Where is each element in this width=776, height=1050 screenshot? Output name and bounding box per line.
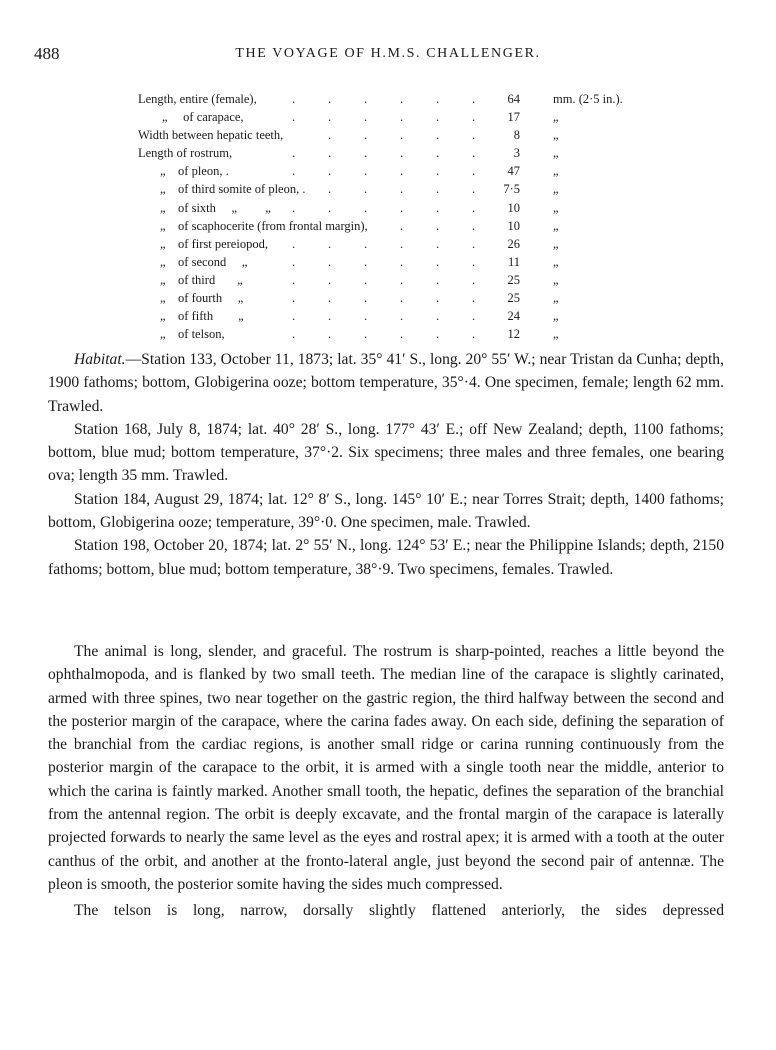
leader-dot: .	[328, 236, 332, 251]
measurement-value: 10	[507, 200, 520, 215]
leader-dot: .	[292, 254, 296, 269]
leader-dot: .	[400, 272, 404, 287]
measurement-unit: „	[553, 236, 559, 251]
leader-dot: .	[364, 254, 368, 269]
measurement-row	[0, 162, 776, 180]
leader-dot: .	[472, 291, 476, 306]
leader-dot: .	[436, 110, 440, 125]
leader-dot: .	[364, 236, 368, 251]
measurement-label: Length, entire (female),	[138, 92, 257, 106]
habitat-section	[48, 348, 724, 581]
leader-dot: .	[400, 146, 404, 161]
leader-dot: .	[328, 128, 332, 143]
measurement-label: „ of second „	[160, 254, 248, 269]
measurement-row	[0, 253, 776, 271]
leader-dot: .	[472, 164, 476, 179]
measurement-row	[0, 289, 776, 307]
measurement-unit: „	[553, 182, 559, 197]
leader-dot: .	[400, 110, 404, 125]
leader-dot: .	[400, 92, 404, 106]
leader-dot: .	[472, 272, 476, 287]
leader-dot: .	[292, 291, 296, 306]
leader-dot: .	[364, 146, 368, 161]
station-paragraph: Station 198, October 20, 1874; lat. 2° 55′ N., long. 124° 53′ E.; near the Philippine Islands; depth, 2150 fathoms; bottom, blue mud; bottom temperature, 38°·9. Two specimens, females. Trawled.	[48, 537, 724, 578]
description-paragraph: The animal is long, slender, and graceful. The rostrum is sharp-pointed, reaches a little beyond the ophthalmopoda, and is flanked by two small teeth. The median line of the carapace is slightly carinated, armed with three spines, two near together on the gastric region, the third halfway between the second and the posterior margin of the carapace, where the carina fades away. On each side, defining the separation of the branchial from the cardiac regions, is another small ridge or carina running continuously from the posterior margin of the carapace to the orbit, it is armed with a single tooth near the middle, anterior to which the carina is faintly marked. Another small tooth, the hepatic, defines the separation of the branchial from the antennal region. The orbit is deeply excavate, and the frontal margin of the carapace is laterally projected forwards to nearly the same level as the eyes and rostral apex; it is armed with a tooth at the outer canthus of the orbit, and another at the fronto-lateral angle, just beyond the second pair of antennæ. The pleon is smooth, the posterior somite having the sides much compressed.	[48, 643, 724, 893]
leader-dot: .	[400, 327, 404, 342]
leader-dot: .	[328, 200, 332, 215]
leader-dot: .	[472, 218, 476, 233]
leader-dot: .	[400, 182, 404, 197]
habitat-text: —Station 133, October 11, 1873; lat. 35° 41′ S., long. 20° 55′ W.; near Tristan da Cunha; depth, 1900 fathoms; bottom, Globigerina ooze; bottom temperature, 35°·4. One specimen, female; length 62 mm. Trawled.	[48, 351, 724, 415]
measurement-label: „ of carapace,	[162, 110, 244, 125]
leader-dot: .	[328, 164, 332, 179]
measurement-label: „ of fourth „	[160, 291, 244, 306]
measurement-label: „ of telson,	[160, 327, 225, 342]
station-paragraph: Station 168, July 8, 1874; lat. 40° 28′ S., long. 177° 43′ E.; off New Zealand; depth, 1100 fathoms; bottom, blue mud; bottom temperature, 37°·2. Six specimens; three males and three females, one bearing ova; length 35 mm. Trawled.	[48, 420, 724, 485]
leader-dot: .	[292, 110, 296, 125]
measurement-row	[0, 199, 776, 217]
measurement-label: „ of third „	[160, 272, 243, 287]
leader-dot: .	[436, 164, 440, 179]
measurement-unit: „	[553, 272, 559, 287]
leader-dot: .	[400, 254, 404, 269]
leader-dot: .	[436, 200, 440, 215]
page-number: 488	[34, 44, 60, 63]
leader-dot: .	[400, 291, 404, 306]
measurement-row	[0, 325, 776, 343]
leader-dot: .	[472, 309, 476, 324]
measurement-value: 26	[507, 236, 520, 251]
leader-dot: .	[364, 309, 368, 324]
measurement-row	[0, 180, 776, 198]
measurements-table	[0, 90, 776, 343]
leader-dot: .	[364, 92, 368, 106]
description-section	[48, 640, 724, 946]
measurement-value: 64	[507, 92, 520, 106]
measurement-label: „ of third somite of pleon, .	[160, 182, 306, 197]
leader-dot: .	[472, 146, 476, 161]
measurement-row	[0, 235, 776, 253]
measurement-label: „ of scaphocerite (from frontal margin),	[160, 218, 368, 233]
leader-dot: .	[328, 327, 332, 342]
leader-dot: .	[364, 327, 368, 342]
measurement-unit: „	[553, 164, 559, 179]
leader-dot: .	[436, 218, 440, 233]
measurement-value: 10	[507, 218, 520, 233]
leader-dot: .	[472, 128, 476, 143]
measurement-label: Length of rostrum,	[138, 146, 233, 161]
leader-dot: .	[472, 92, 476, 106]
description-paragraph: The telson is long, narrow, dorsally slightly flattened anteriorly, the sides depressed	[74, 902, 724, 920]
leader-dot: .	[364, 182, 368, 197]
measurement-unit: „	[553, 200, 559, 215]
measurement-unit: „	[553, 218, 559, 233]
leader-dot: .	[472, 236, 476, 251]
leader-dot: .	[328, 254, 332, 269]
leader-dot: .	[328, 272, 332, 287]
measurement-label: „ of sixth „ „	[160, 200, 271, 215]
measurement-row	[0, 126, 776, 144]
leader-dot: .	[328, 182, 332, 197]
leader-dot: .	[436, 272, 440, 287]
leader-dot: .	[472, 110, 476, 125]
leader-dot: .	[436, 309, 440, 324]
leader-dot: .	[436, 182, 440, 197]
measurement-value: 12	[507, 327, 520, 342]
measurement-unit: „	[553, 128, 559, 143]
leader-dot: .	[436, 291, 440, 306]
leader-dot: .	[436, 128, 440, 143]
leader-dot: .	[292, 309, 296, 324]
measurement-unit: „	[553, 254, 559, 269]
leader-dot: .	[472, 327, 476, 342]
measurement-value: 17	[507, 110, 520, 125]
leader-dot: .	[328, 110, 332, 125]
leader-dot: .	[436, 327, 440, 342]
measurement-row	[0, 90, 776, 108]
habitat-label: Habitat.	[74, 351, 126, 368]
measurement-value: 8	[513, 128, 520, 143]
station-paragraph: Station 184, August 29, 1874; lat. 12° 8′ S., long. 145° 10′ E.; near Torres Strait; depth, 1400 fathoms; bottom, Globigerina ooze; temperature, 39°·0. One specimen, male. Trawled.	[48, 490, 724, 532]
leader-dot: .	[292, 92, 296, 106]
leader-dot: .	[472, 182, 476, 197]
page-header	[0, 44, 776, 66]
leader-dot: .	[436, 236, 440, 251]
measurement-value: 47	[507, 164, 520, 179]
measurement-row	[0, 108, 776, 126]
measurement-value: 24	[507, 309, 520, 324]
leader-dot: .	[292, 164, 296, 179]
leader-dot: .	[328, 309, 332, 324]
measurement-row	[0, 307, 776, 325]
measurement-row	[0, 271, 776, 289]
measurement-label: „ of pleon, .	[160, 164, 229, 179]
leader-dot: .	[400, 236, 404, 251]
leader-dot: .	[364, 291, 368, 306]
measurement-unit: „	[553, 291, 559, 306]
measurement-unit: mm. (2·5 in.).	[553, 92, 623, 106]
leader-dot: .	[400, 309, 404, 324]
leader-dot: .	[292, 146, 296, 161]
leader-dot: .	[292, 272, 296, 287]
leader-dot: .	[292, 236, 296, 251]
measurement-value: 25	[507, 272, 520, 287]
leader-dot: .	[364, 272, 368, 287]
leader-dot: .	[436, 92, 440, 106]
measurement-unit: „	[553, 309, 559, 324]
leader-dot: .	[292, 327, 296, 342]
leader-dot: .	[364, 128, 368, 143]
measurement-label: „ of fifth „	[160, 309, 244, 324]
measurement-value: 25	[507, 291, 520, 306]
measurement-label: Width between hepatic teeth,	[138, 128, 284, 143]
measurement-value: 3	[513, 146, 520, 161]
leader-dot: .	[328, 146, 332, 161]
measurement-label: „ of first pereiopod,	[160, 236, 268, 251]
leader-dot: .	[472, 200, 476, 215]
leader-dot: .	[364, 164, 368, 179]
leader-dot: .	[328, 291, 332, 306]
measurement-row	[0, 144, 776, 162]
measurement-unit: „	[553, 110, 559, 125]
measurement-unit: „	[553, 146, 559, 161]
running-title: THE VOYAGE OF H.M.S. CHALLENGER.	[235, 46, 541, 61]
leader-dot: .	[400, 164, 404, 179]
leader-dot: .	[364, 110, 368, 125]
leader-dot: .	[400, 128, 404, 143]
leader-dot: .	[328, 92, 332, 106]
leader-dot: .	[400, 200, 404, 215]
leader-dot: .	[472, 254, 476, 269]
leader-dot: .	[436, 146, 440, 161]
measurement-value: 11	[507, 254, 520, 269]
habitat-paragraph	[48, 348, 724, 418]
leader-dot: .	[364, 200, 368, 215]
leader-dot: .	[400, 218, 404, 233]
measurement-unit: „	[553, 327, 559, 342]
leader-dot: .	[292, 200, 296, 215]
measurement-row	[0, 217, 776, 235]
leader-dot: .	[436, 254, 440, 269]
measurement-value: 7·5	[503, 182, 520, 197]
